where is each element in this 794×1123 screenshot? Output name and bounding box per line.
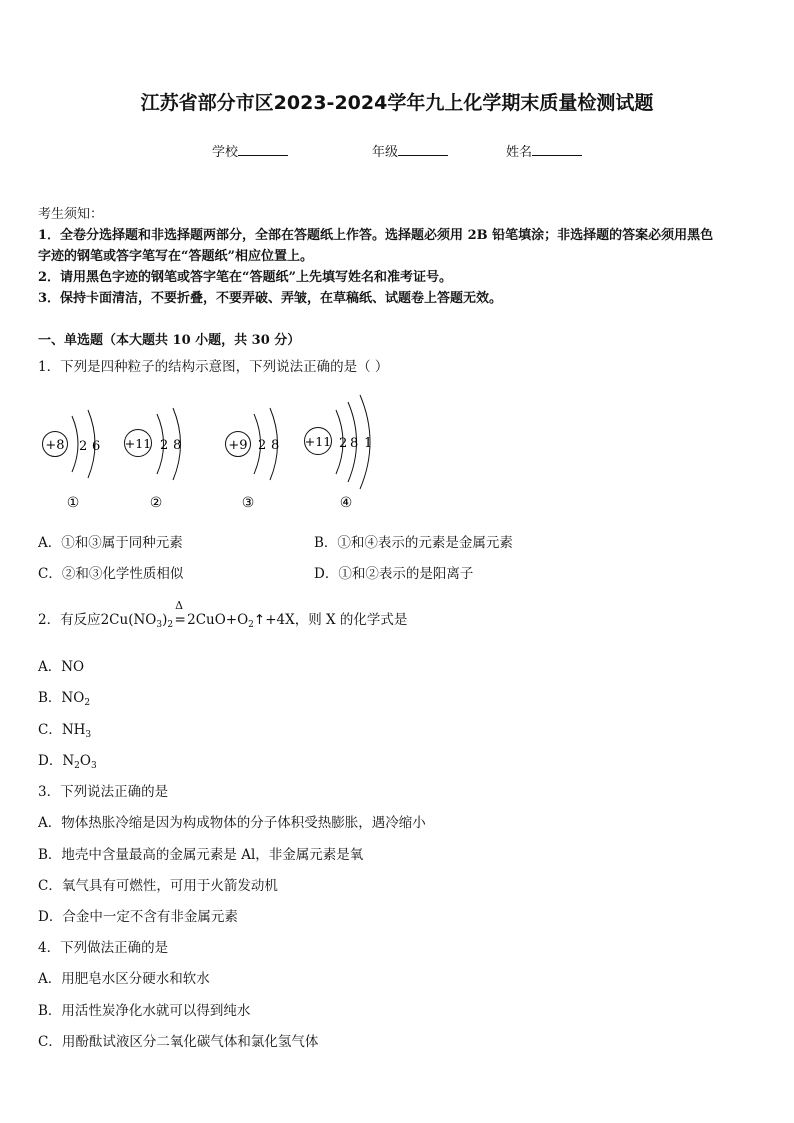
q1-atom-diagrams: [30, 392, 390, 517]
q2-stem: [38, 599, 408, 630]
q3-stem: 3．下列说法正确的是: [38, 784, 169, 800]
q1-stem: 1．下列是四种粒子的结构示意图，下列说法正确的是（ ）: [38, 359, 389, 375]
q4-option-b[interactable]: B．用活性炭净化水就可以得到纯水: [38, 1003, 251, 1019]
atom-3-shell-1: 2: [258, 438, 267, 453]
q1-option-d[interactable]: D．①和②表示的是阳离子: [314, 566, 474, 582]
q2-option-b[interactable]: B．$NO_2$: [38, 690, 91, 708]
notice-heading: 考生须知：: [38, 207, 104, 222]
school-field: [212, 141, 288, 160]
atom-4-nucleus: +11: [304, 434, 332, 449]
atom-2-diagram: [125, 408, 182, 511]
grade-label: 年级: [372, 145, 399, 160]
atom-2-nucleus: +11: [124, 436, 152, 451]
q3-option-b[interactable]: B．地壳中含量最高的金属元素是 Al，非金属元素是氧: [38, 847, 364, 863]
atom-1-nucleus: +8: [45, 438, 65, 453]
heat-condition: Δ: [175, 599, 184, 612]
atom-3-label: ③: [241, 495, 255, 511]
atom-3-shell-2: 8: [271, 438, 280, 453]
school-blank[interactable]: [238, 143, 288, 156]
atom-4-shell-2: 8: [350, 436, 359, 451]
atom-2-shell-1: 2: [160, 438, 169, 453]
atom-1-diagram: [43, 410, 101, 511]
q4-stem: 4．下列做法正确的是: [38, 940, 169, 956]
atom-3-diagram: [226, 408, 280, 511]
gas-arrow-icon: ↑: [253, 612, 266, 628]
q2-option-a[interactable]: A．NO: [38, 659, 85, 675]
atom-4-shell-3: 1: [364, 436, 373, 451]
q4-option-c[interactable]: C．用酚酞试液区分二氧化碳气体和氯化氢气体: [38, 1034, 319, 1050]
atom-4-shell-1: 2: [339, 436, 348, 451]
notice-item-2: 2．请用黑色字迹的钢笔或答字笔在“答题纸”上先填写姓名和准考证号。: [38, 270, 453, 285]
name-blank[interactable]: [532, 143, 582, 156]
page-title: 江苏省部分市区2023-2024学年九上化学期末质量检测试题: [140, 92, 654, 114]
q2-option-c[interactable]: C．$NH_3$: [38, 722, 92, 740]
notice-item-1-cont: 字迹的钢笔或答字笔写在“答题纸”相应位置上。: [38, 249, 313, 264]
atom-4-label: ④: [339, 495, 353, 511]
atom-1-label: ①: [66, 495, 80, 511]
atom-1-shell-2: 6: [92, 439, 101, 454]
atom-2-label: ②: [149, 495, 163, 511]
name-field: [506, 141, 582, 160]
atom-1-shell-1: 2: [79, 439, 88, 454]
q3-option-c[interactable]: C．氧气具有可燃性，可用于火箭发动机: [38, 878, 278, 894]
q3-option-d[interactable]: D．合金中一定不含有非金属元素: [38, 909, 238, 925]
q2-equation: $2Cu(NO_3)_2$ Δ $=2CuO+O_2↑+4X$: [100, 599, 295, 630]
q1-option-b[interactable]: B．①和④表示的元素是金属元素: [314, 535, 513, 551]
name-label: 姓名: [506, 145, 533, 160]
atom-3-nucleus: +9: [228, 438, 248, 453]
grade-field: [372, 141, 448, 160]
atom-4-diagram: [305, 395, 373, 511]
atom-2-shell-2: 8: [173, 438, 182, 453]
q1-option-c[interactable]: C．②和③化学性质相似: [38, 566, 184, 582]
notice-item-3: 3．保持卡面清洁，不要折叠，不要弄破、弄皱，在草稿纸、试题卷上答题无效。: [38, 291, 503, 306]
notice-item-1: 1．全卷分选择题和非选择题两部分，全部在答题纸上作答。选择题必须用 2B 铅笔填涂；非选择题的答案必须用黑色: [38, 228, 714, 243]
q2-prefix: 2．有反应: [38, 612, 101, 628]
q1-option-a[interactable]: A．①和③属于同种元素: [38, 535, 183, 551]
q2-suffix: ，则 X 的化学式是: [294, 612, 408, 628]
section-heading: 一、单选题（本大题共 10 小题，共 30 分）: [38, 333, 301, 348]
q3-option-a[interactable]: A．物体热胀冷缩是因为构成物体的分子体积受热膨胀，遇冷缩小: [38, 815, 426, 831]
q4-option-a[interactable]: A．用肥皂水区分硬水和软水: [38, 971, 210, 987]
school-label: 学校: [212, 145, 239, 160]
q2-option-d[interactable]: D．$N_2O_3$: [38, 753, 97, 771]
grade-blank[interactable]: [398, 143, 448, 156]
equals-heat-sign: Δ =: [174, 599, 186, 628]
